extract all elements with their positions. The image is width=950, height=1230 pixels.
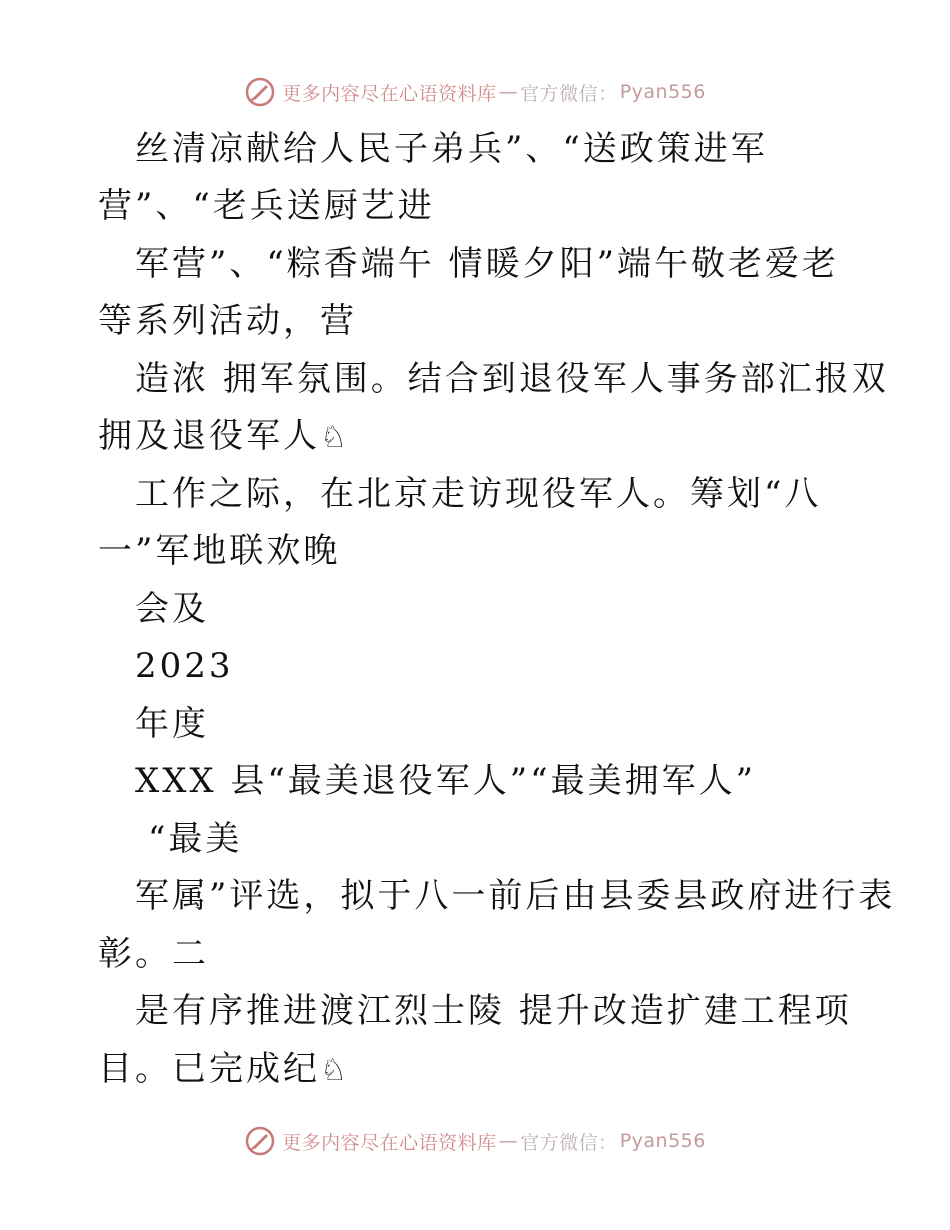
body-line-9: 会及 — [135, 589, 209, 629]
body-line-11: 年度 — [135, 704, 209, 744]
body-line-8: 一”军地联欢晚 — [98, 531, 341, 571]
body-line-3: 军营”、“粽香端午 情暖夕阳”端午敬老爱老 — [135, 244, 839, 284]
body-line-10: 2023 — [135, 646, 234, 686]
watermark-separator: — — [498, 81, 519, 103]
body-line-16: 是有序推进渡江烈士陵 提升改造扩建工程项 — [135, 991, 852, 1031]
watermark-separator: — — [498, 1130, 519, 1152]
watermark-brand: 更多内容尽在心语资料库 — [282, 1131, 497, 1154]
body-line-4: 等系列活动，营 — [98, 301, 357, 341]
watermark-wechat-label: 官方微信： — [520, 1131, 618, 1154]
body-line-14: 军属”评选，拟于八一前后由县委县政府进行表 — [135, 876, 896, 916]
missing-glyph-icon: ♘ — [320, 1053, 350, 1088]
body-line-17-text: 目。已完成纪 — [98, 1049, 320, 1089]
body-line-7: 工作之际，在北京走访现役军人。筹划“八 — [135, 474, 822, 514]
quill-seal-icon — [244, 76, 276, 108]
watermark-brand: 更多内容尽在心语资料库 — [282, 82, 497, 105]
body-line-6 — [98, 416, 350, 458]
body-line-12: XXX 县“最美退役军人”“最美拥军人” — [135, 761, 756, 801]
header-watermark — [0, 72, 950, 112]
watermark-wechat-label: 官方微信： — [520, 82, 618, 105]
footer-watermark — [0, 1121, 950, 1161]
body-line-15: 彰。二 — [98, 934, 209, 974]
watermark-wechat-id: Pyan556 — [619, 1130, 706, 1152]
missing-glyph-icon: ♘ — [320, 420, 350, 455]
body-line-2: 营”、“老兵送厨艺进 — [98, 186, 435, 226]
body-line-6-text: 拥及退役军人 — [98, 416, 320, 456]
body-line-13: “最美 — [148, 819, 243, 859]
body-line-1: 丝清凉献给人民子弟兵”、“送政策进军 — [135, 129, 768, 169]
watermark-wechat-id: Pyan556 — [619, 81, 706, 103]
body-line-5: 造浓 拥军氛围。结合到退役军人事务部汇报双 — [135, 359, 889, 399]
quill-seal-icon — [244, 1125, 276, 1157]
body-line-17 — [98, 1049, 350, 1091]
